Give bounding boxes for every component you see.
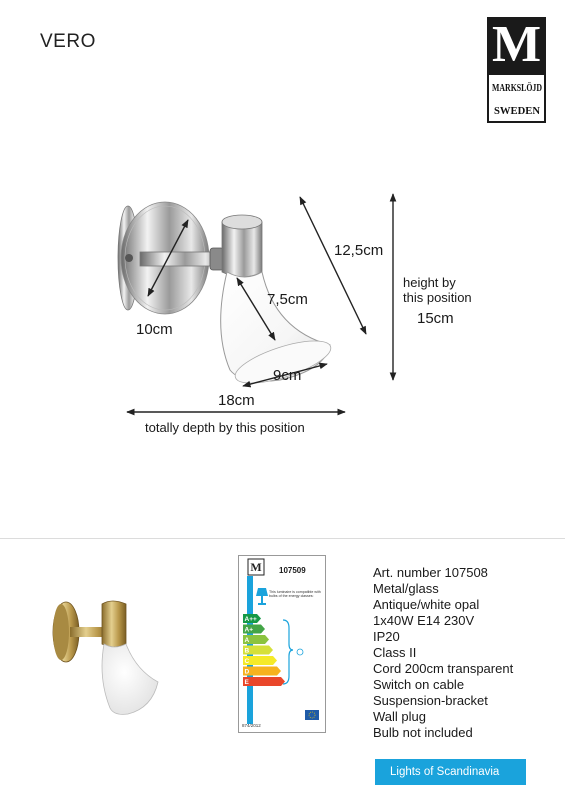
energy-class-label: A+ — [244, 626, 253, 634]
energy-class-bar — [243, 614, 261, 623]
energy-class-label: D — [244, 668, 250, 676]
energy-class-bar — [243, 667, 281, 676]
energy-class-bar — [243, 646, 273, 655]
energy-class-label: A — [244, 637, 250, 644]
product-title: VERO — [40, 31, 96, 52]
height-label-line-1: height by — [403, 275, 456, 290]
dim-depth-value: 18cm — [218, 392, 255, 409]
spec-item: Art. number 107508 — [373, 565, 488, 580]
energy-label — [238, 555, 326, 733]
energy-compat-text: This luminaire is compatible with bulbs of the energy classes: — [269, 590, 321, 599]
dim-backplate-diameter: 10cm — [136, 321, 173, 338]
svg-text:M: M — [250, 560, 262, 574]
socket-drawing — [222, 215, 262, 277]
spec-item: Antique/white opal — [373, 597, 480, 612]
energy-class-bar — [243, 635, 269, 644]
energy-class-bar — [243, 625, 265, 634]
spec-item: 1x40W E14 230V — [373, 613, 475, 628]
section-divider — [0, 538, 565, 539]
spec-item: IP20 — [373, 629, 400, 644]
energy-article-number: 107509 — [279, 566, 306, 575]
dim-height-value: 15cm — [417, 310, 454, 327]
spec-item: Bulb not included — [373, 725, 473, 740]
spec-item: Suspension-bracket — [373, 693, 488, 708]
spec-item: Switch on cable — [373, 677, 465, 692]
dim-shade-length: 7,5cm — [267, 291, 308, 308]
bulb-icon — [297, 649, 303, 655]
lamp-icon — [255, 586, 269, 606]
svg-text:MARKSLÖJD: MARKSLÖJD — [491, 81, 562, 94]
height-label-line-2: this position — [403, 290, 472, 305]
dim-shade-width: 9cm — [273, 367, 302, 384]
spec-item: Wall plug — [373, 709, 426, 724]
dim-depth-label: totally depth by this position — [145, 420, 305, 435]
energy-class-label: A++ — [244, 616, 257, 623]
svg-text:SWEDEN: SWEDEN — [493, 105, 541, 117]
energy-class-chart — [243, 614, 325, 692]
spec-item: Cord 200cm transparent — [373, 661, 514, 676]
spec-item: Metal/glass — [373, 581, 439, 596]
energy-class-bar — [243, 656, 277, 665]
brand-logo-initial: M — [487, 17, 546, 73]
energy-regulation: 874/2012 — [242, 723, 261, 728]
spec-item: Class II — [373, 645, 417, 660]
energy-class-bar — [243, 677, 285, 686]
spec-list — [373, 565, 558, 741]
product-photo — [40, 590, 180, 720]
energy-footer-row — [242, 710, 324, 722]
energy-class-label: E — [244, 679, 249, 686]
energy-bracket — [283, 620, 293, 684]
energy-class-label: B — [244, 647, 250, 655]
footer-tagline: Lights of Scandinavia — [375, 759, 526, 785]
energy-class-label: C — [244, 658, 250, 665]
energy-logo-icon — [248, 559, 264, 575]
dim-arm-height: 12,5cm — [334, 242, 384, 259]
